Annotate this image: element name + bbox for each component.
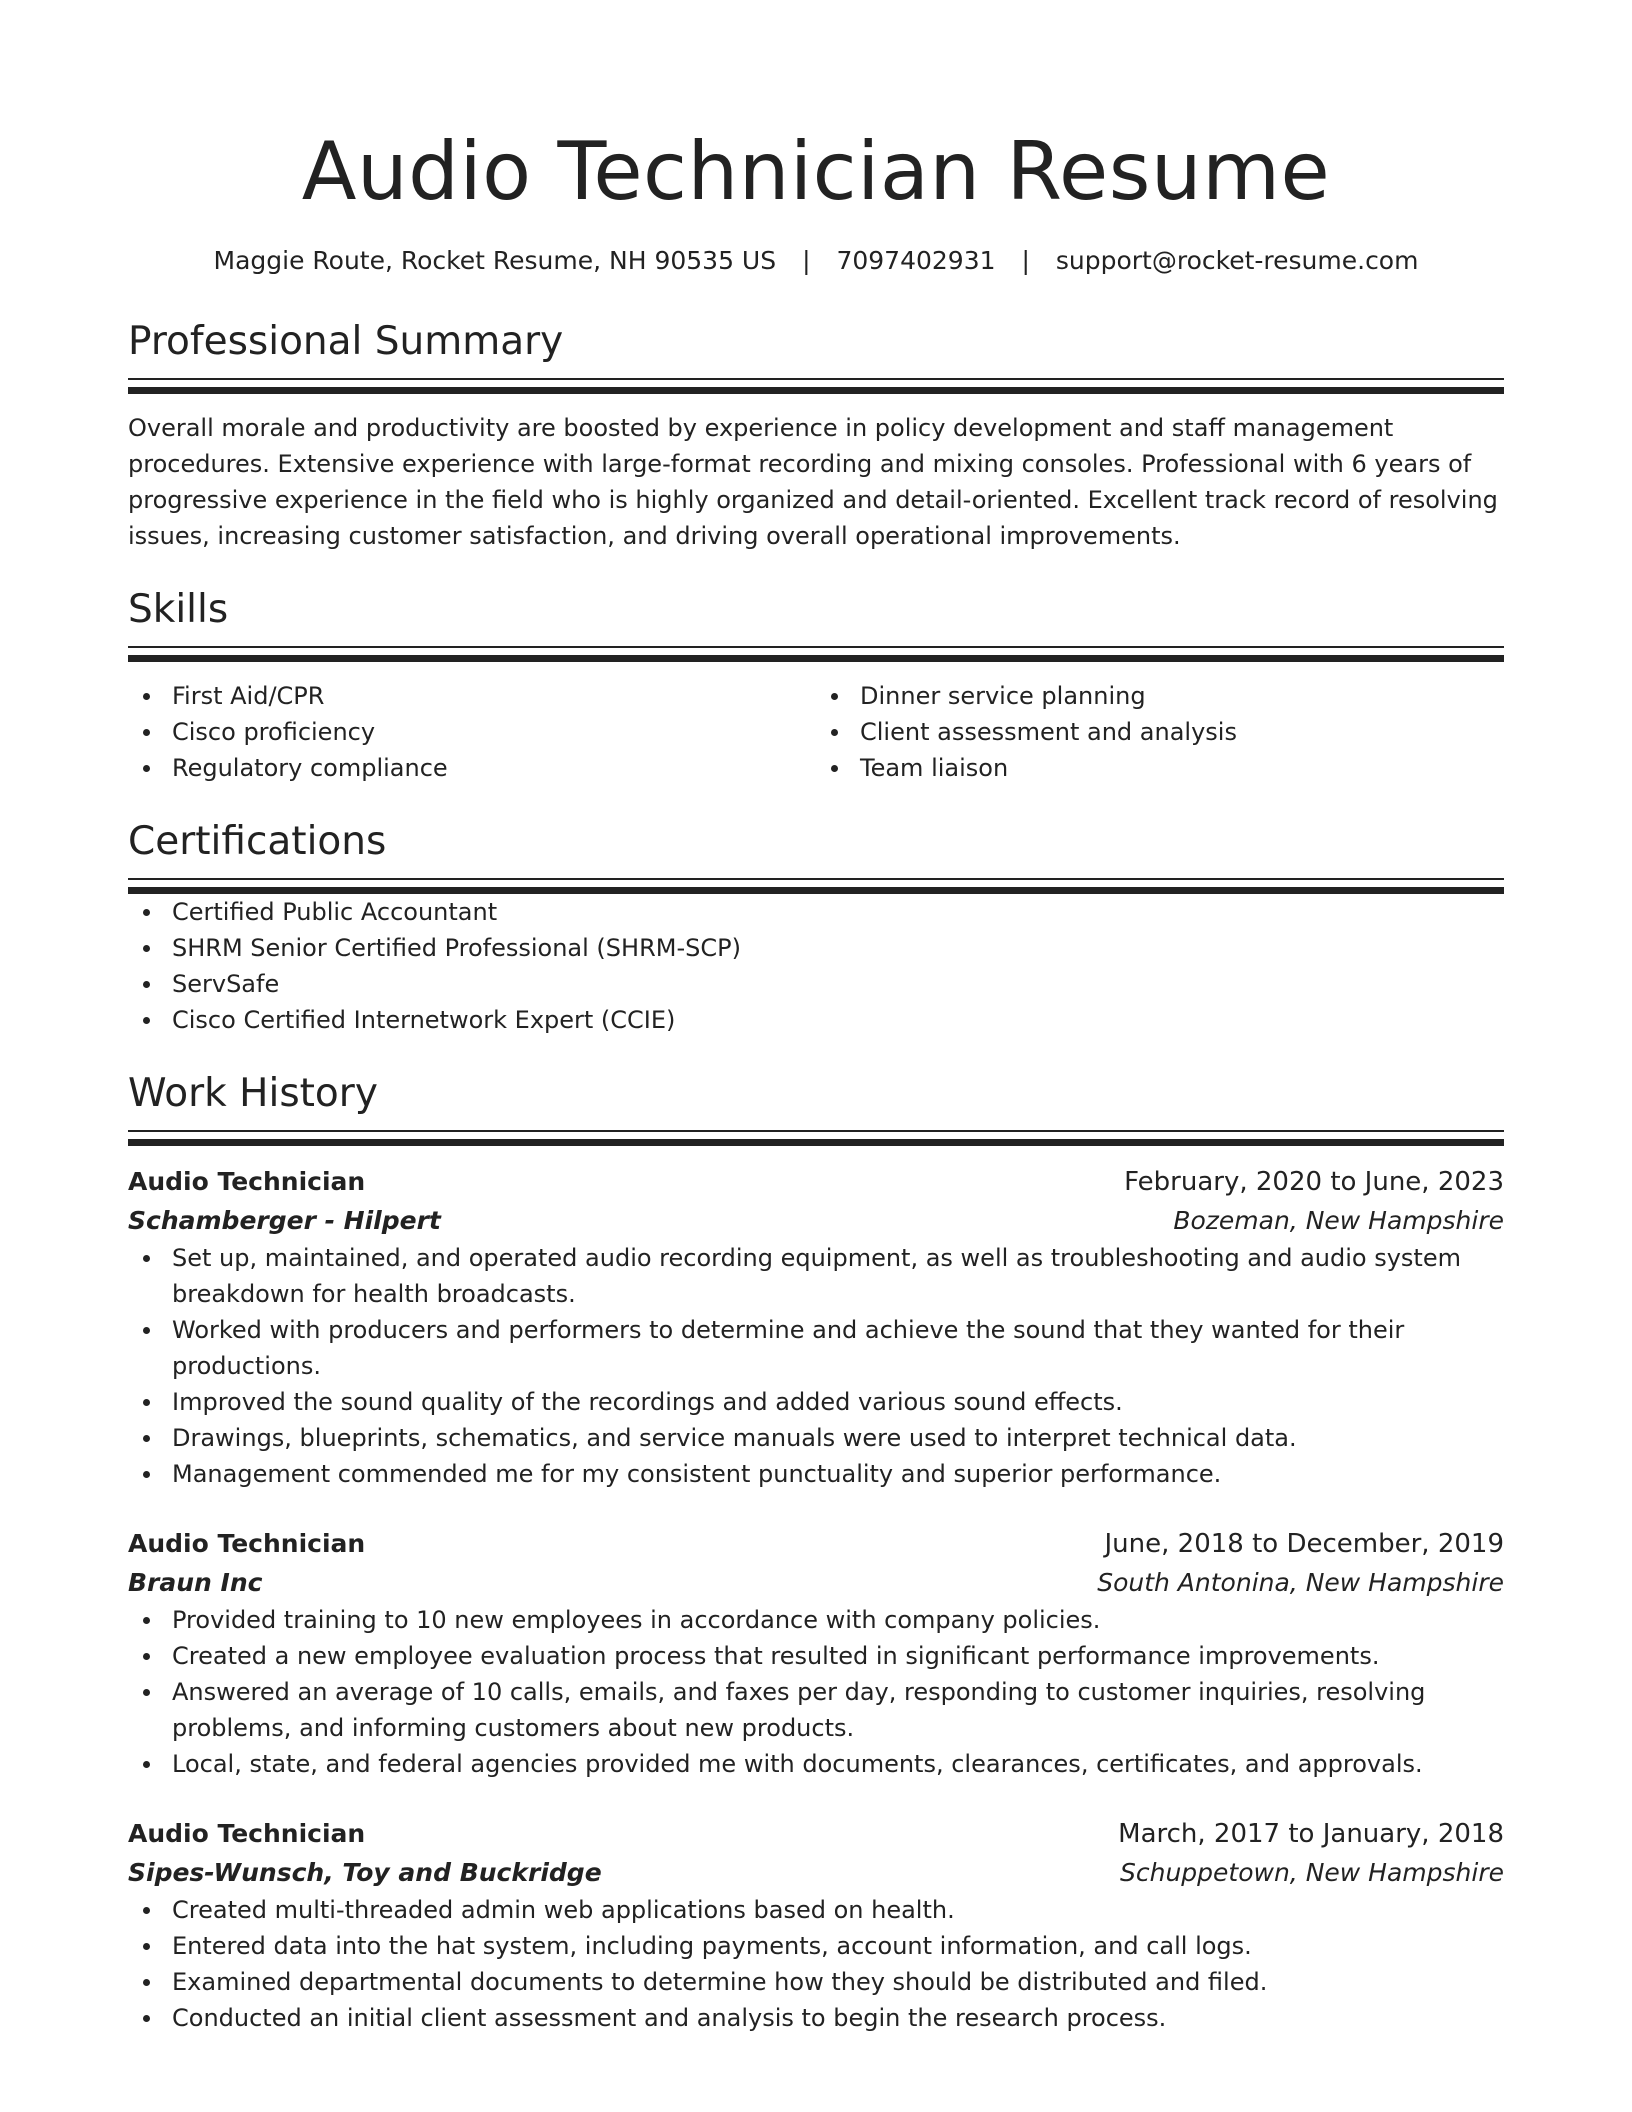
- duty-item: Entered data into the hat system, including payments, account information, and call logs.: [128, 1928, 1504, 1964]
- section-divider: [128, 878, 1504, 894]
- job-header: [128, 1162, 1504, 1202]
- skill-item: First Aid/CPR: [128, 678, 816, 714]
- duty-item: Created multi-threaded admin web applications based on health.: [128, 1892, 1504, 1928]
- skill-item: Team liaison: [816, 750, 1504, 786]
- job-location: Bozeman, New Hampshire: [1173, 1206, 1504, 1235]
- certification-item: SHRM Senior Certified Professional (SHRM-SCP): [128, 930, 1504, 966]
- job-header: [128, 1524, 1504, 1564]
- duty-item: Examined departmental documents to determine how they should be distributed and filed.: [128, 1964, 1504, 2000]
- job-dates: February, 2020 to June, 2023: [1124, 1167, 1504, 1197]
- job-subheader: [128, 1564, 1504, 1602]
- summary-section: [128, 318, 1504, 554]
- duty-item: Provided training to 10 new employees in accordance with company policies.: [128, 1602, 1504, 1638]
- skill-item: Regulatory compliance: [128, 750, 816, 786]
- duty-item: Improved the sound quality of the recordings and added various sound effects.: [128, 1384, 1504, 1420]
- job-title: Audio Technician: [128, 1167, 366, 1196]
- duty-item: Worked with producers and performers to determine and achieve the sound that they wanted for their productions.: [128, 1312, 1504, 1384]
- duty-item: Management commended me for my consistent punctuality and superior performance.: [128, 1456, 1504, 1492]
- duty-item: Created a new employee evaluation process that resulted in significant performance improvements.: [128, 1638, 1504, 1674]
- contact-separator: |: [802, 246, 811, 275]
- certifications-heading: Certifications: [128, 819, 387, 864]
- job-company: Schamberger - Hilpert: [128, 1206, 441, 1235]
- skills-grid: [128, 678, 1504, 786]
- contact-address: Maggie Route, Rocket Resume, NH 90535 US: [213, 246, 777, 275]
- job-duties: [128, 1892, 1504, 2036]
- skills-list-right: [816, 678, 1504, 786]
- certification-item: Cisco Certified Internetwork Expert (CCIE): [128, 1002, 1504, 1038]
- duty-item: Local, state, and federal agencies provided me with documents, clearances, certificates, and approvals.: [128, 1746, 1504, 1782]
- section-divider: [128, 378, 1504, 394]
- work-history-heading: Work History: [128, 1071, 378, 1116]
- certifications-list: [128, 894, 1504, 1038]
- job-title: Audio Technician: [128, 1529, 366, 1558]
- certifications-section: [128, 818, 1504, 1038]
- skill-item: Dinner service planning: [816, 678, 1504, 714]
- certification-item: Certified Public Accountant: [128, 894, 1504, 930]
- job-company: Braun Inc: [128, 1568, 263, 1597]
- duty-item: Drawings, blueprints, schematics, and service manuals were used to interpret technical data.: [128, 1420, 1504, 1456]
- job-dates: March, 2017 to January, 2018: [1118, 1819, 1504, 1849]
- summary-text: Overall morale and productivity are boosted by experience in policy development and staff management procedures. Extensive experience with large-format recording and mixing consoles. Professional with 6 years of progressive experience in the field who is highly organized and detail-oriented. Excellent track record of resolving issues, increasing customer satisfaction, and driving overall operational improvements.: [128, 414, 1498, 550]
- contact-line: [128, 244, 1504, 278]
- skill-item: Cisco proficiency: [128, 714, 816, 750]
- summary-heading: Professional Summary: [128, 319, 564, 364]
- job-subheader: [128, 1854, 1504, 1892]
- work-history-section: [128, 1070, 1504, 2036]
- job-title: Audio Technician: [128, 1819, 366, 1848]
- skills-section: [128, 586, 1504, 786]
- job-subheader: [128, 1202, 1504, 1240]
- job-location: Schuppetown, New Hampshire: [1120, 1858, 1504, 1887]
- duty-item: Answered an average of 10 calls, emails, and faxes per day, responding to customer inquiries, resolving problems, and informing customers about new products.: [128, 1674, 1504, 1746]
- section-divider: [128, 646, 1504, 662]
- contact-email: support@rocket-resume.com: [1055, 246, 1419, 275]
- job-duties: [128, 1602, 1504, 1782]
- job-entry: [128, 1524, 1504, 1782]
- contact-phone: 7097402931: [836, 246, 996, 275]
- skills-list-left: [128, 678, 816, 786]
- skills-heading: Skills: [128, 587, 229, 632]
- job-dates: June, 2018 to December, 2019: [1104, 1529, 1504, 1559]
- contact-separator: |: [1021, 246, 1030, 275]
- resume-title: Audio Technician Resume: [301, 125, 1331, 218]
- job-header: [128, 1814, 1504, 1854]
- job-entry: [128, 1162, 1504, 1492]
- job-entry: [128, 1814, 1504, 2036]
- duty-item: Conducted an initial client assessment and analysis to begin the research process.: [128, 2000, 1504, 2036]
- job-duties: [128, 1240, 1504, 1492]
- section-divider: [128, 1130, 1504, 1146]
- job-location: South Antonina, New Hampshire: [1097, 1568, 1504, 1597]
- duty-item: Set up, maintained, and operated audio recording equipment, as well as troubleshooting and audio system breakdown for health broadcasts.: [128, 1240, 1504, 1312]
- certification-item: ServSafe: [128, 966, 1504, 1002]
- skill-item: Client assessment and analysis: [816, 714, 1504, 750]
- job-company: Sipes-Wunsch, Toy and Buckridge: [128, 1858, 602, 1887]
